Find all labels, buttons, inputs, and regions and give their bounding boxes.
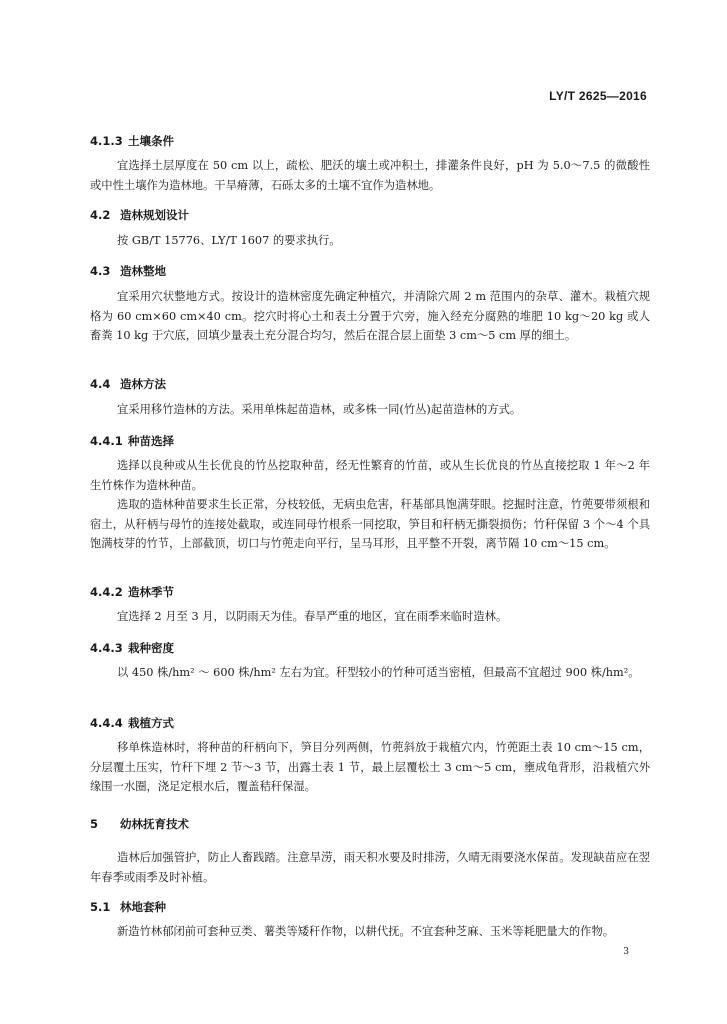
section-title: 种苗选择 <box>128 434 174 448</box>
section-title: 造林规划设计 <box>120 208 189 222</box>
section-title: 造林方法 <box>120 377 166 391</box>
section-number: 4.4.2 <box>90 585 123 599</box>
section-number: 4.2 <box>90 208 111 222</box>
section-heading-4-4-4 <box>90 715 174 731</box>
section-title: 栽植方式 <box>128 716 174 730</box>
paragraph: 造林后加强管护，防止人畜践踏。注意旱涝，雨天积水要及时排涝，久晴无雨要浇水保苗。发现缺苗应在翌年春季或雨季及时补植。 <box>90 851 650 884</box>
paragraph: 宜选择 2 月至 3 月，以阴雨天为佳。春旱严重的地区，宜在雨季来临时造林。 <box>117 610 508 623</box>
paragraph: 新造竹林郁闭前可套种豆类、薯类等矮秆作物，以耕代抚。不宜套种芝麻、玉米等耗肥量大的作物。 <box>117 925 615 938</box>
section-title: 栽种密度 <box>128 641 174 655</box>
section-heading-4-4 <box>90 376 166 392</box>
page-number: 3 <box>623 947 629 957</box>
paragraph: 以 450 株/hm² ～ 600 株/hm² 左右为宜。秆型较小的竹种可适当密植，但最高不宜超过 900 株/hm²。 <box>117 666 640 679</box>
paragraph: 宜采用移竹造林的方法。采用单株起苗造林，或多株一同(竹丛)起苗造林的方式。 <box>117 403 522 416</box>
section-number: 4.4.1 <box>90 434 123 448</box>
section-heading-4-2 <box>90 207 189 223</box>
section-title: 造林季节 <box>128 585 174 599</box>
paragraph: 按 GB/T 15776、LY/T 1607 的要求执行。 <box>117 234 341 247</box>
section-number: 4.3 <box>90 264 111 278</box>
paragraph: 选取的造林种苗要求生长正常，分枝较低，无病虫危害，秆基部具饱满芽眼。挖掘时注意，竹蔸要带须根和宿土，从秆柄与母竹的连接处截取，或连同母竹根系一同挖取，笋目和秆柄无撕裂损伤；竹秆保留 3 个～4 个具饱满枝芽的竹节，上部截顶，切口与竹蔸走向平行，呈马耳形，且平整不开裂，离节隔 10 cm～15 cm。 <box>90 498 650 550</box>
section-heading-4-1-3 <box>90 133 174 149</box>
section-number: 5.1 <box>90 900 111 914</box>
section-number: 4.4.3 <box>90 641 123 655</box>
section-heading-4-3 <box>90 263 166 279</box>
section-heading-5 <box>90 816 189 832</box>
section-title: 土壤条件 <box>128 134 174 148</box>
section-title: 林地套种 <box>120 900 166 914</box>
section-number: 4.4 <box>90 377 111 391</box>
paragraph: 移单株造林时，将种苗的秆柄向下，笋目分列两侧，竹蔸斜放于栽植穴内，竹蔸距土表 10 cm～15 cm，分层覆土压实，竹秆下埋 2 节～3 节，出露土表 1 节，最上层覆松土 3 cm～5 cm，壅成龟背形，沿栽植穴外缘围一水圈，浇足定根水后，覆盖秸秆保湿。 <box>90 741 650 793</box>
section-heading-4-4-3 <box>90 640 174 656</box>
section-number: 4.4.4 <box>90 716 123 730</box>
paragraph: 宜采用穴状整地方式。按设计的造林密度先确定种植穴，并清除穴周 2 m 范围内的杂草、灌木。栽植穴规格为 60 cm×60 cm×40 cm。挖穴时将心土和表土分置于穴旁，施入经充分腐熟的堆肥 10 kg～20 kg 或人畜粪 10 kg 于穴底，回填少量表土充分混合均匀，然后在混合层上面垫 3 cm～5 cm 厚的细土。 <box>90 290 650 342</box>
section-title: 幼林抚育技术 <box>120 817 189 831</box>
section-heading-5-1 <box>90 899 166 915</box>
section-number: 5 <box>90 817 99 831</box>
section-heading-4-4-1 <box>90 433 174 449</box>
paragraph: 宜选择土层厚度在 50 cm 以上，疏松、肥沃的壤土或冲积土，排灌条件良好，pH 为 5.0～7.5 的微酸性或中性土壤作为造林地。干旱瘠薄，石砾太多的土壤不宜作为造林地。 <box>90 159 650 192</box>
section-number: 4.1.3 <box>90 134 123 148</box>
standard-code: LY/T 2625—2016 <box>549 89 647 103</box>
paragraph: 选择以良种或从生长优良的竹丛挖取种苗，经无性繁育的竹苗，或从生长优良的竹丛直接挖取 1 年～2 年生竹株作为造林种苗。 <box>90 459 650 492</box>
section-title: 造林整地 <box>120 264 166 278</box>
section-heading-4-4-2 <box>90 584 174 600</box>
